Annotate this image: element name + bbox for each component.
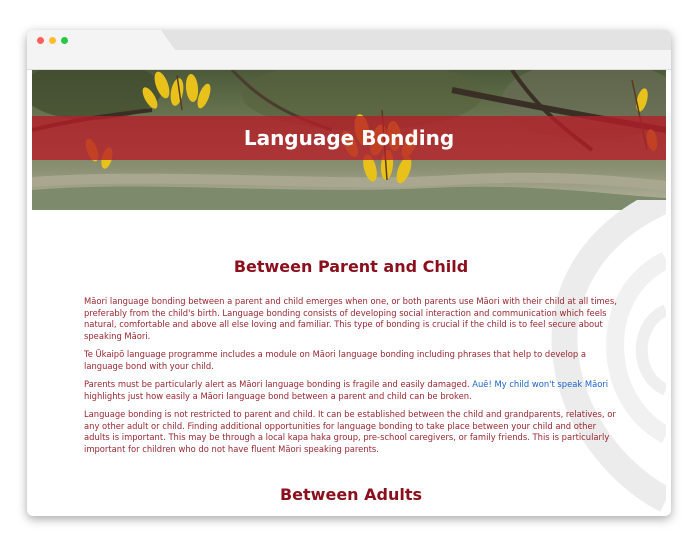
browser-titlebar [27,30,671,50]
section-heading-adults: Between Adults [279,485,423,504]
paragraph: Māori language bonding between a parent and child emerges when one, or both parents use Māori with their child at all times, preferably from the child's birth. Language bonding consists of developing social interaction and communication which feels natural, comfortable and above all else loving and familiar. This type of bonding is crucial if the child is to feel secure about speaking Māori. [84,296,617,341]
minimize-window-button[interactable] [49,37,56,44]
close-window-button[interactable] [37,37,44,44]
page-title: Language Bonding [243,126,455,150]
paragraph: Language bonding is not restricted to parent and child. It can be established between the child and grandparents, relatives, or any other adult or child. Finding additional opportunities for language bonding to take place between your child and other adults is important. This may be through a local kapa haka group, pre-school caregivers, or family friends. This is particularly important for children who do not have fluent Māori speaking parents. [84,409,616,454]
title-banner [32,116,666,160]
paragraph-with-link [84,379,618,402]
web-page [32,70,666,516]
paragraph-text-after-link: highlights just how easily a Māori language bond between a parent and child can be broken. [84,390,472,401]
section-heading-parent-child: Between Parent and Child [233,257,469,276]
main-content [84,210,618,504]
hero-image [32,70,666,210]
address-bar[interactable] [27,50,671,70]
maximize-window-button[interactable] [61,37,68,44]
paragraph-text-before-link: Parents must be particularly alert as Māori language bonding is fragile and easily damaged. [84,379,473,389]
child-wont-speak-maori-link[interactable]: Auē! My child won't speak Māori [472,379,609,389]
browser-window [27,30,671,516]
paragraph: Te Ūkaipō language programme includes a module on Māori language bonding including phrases that help to develop a language bond with your child. [84,349,587,371]
